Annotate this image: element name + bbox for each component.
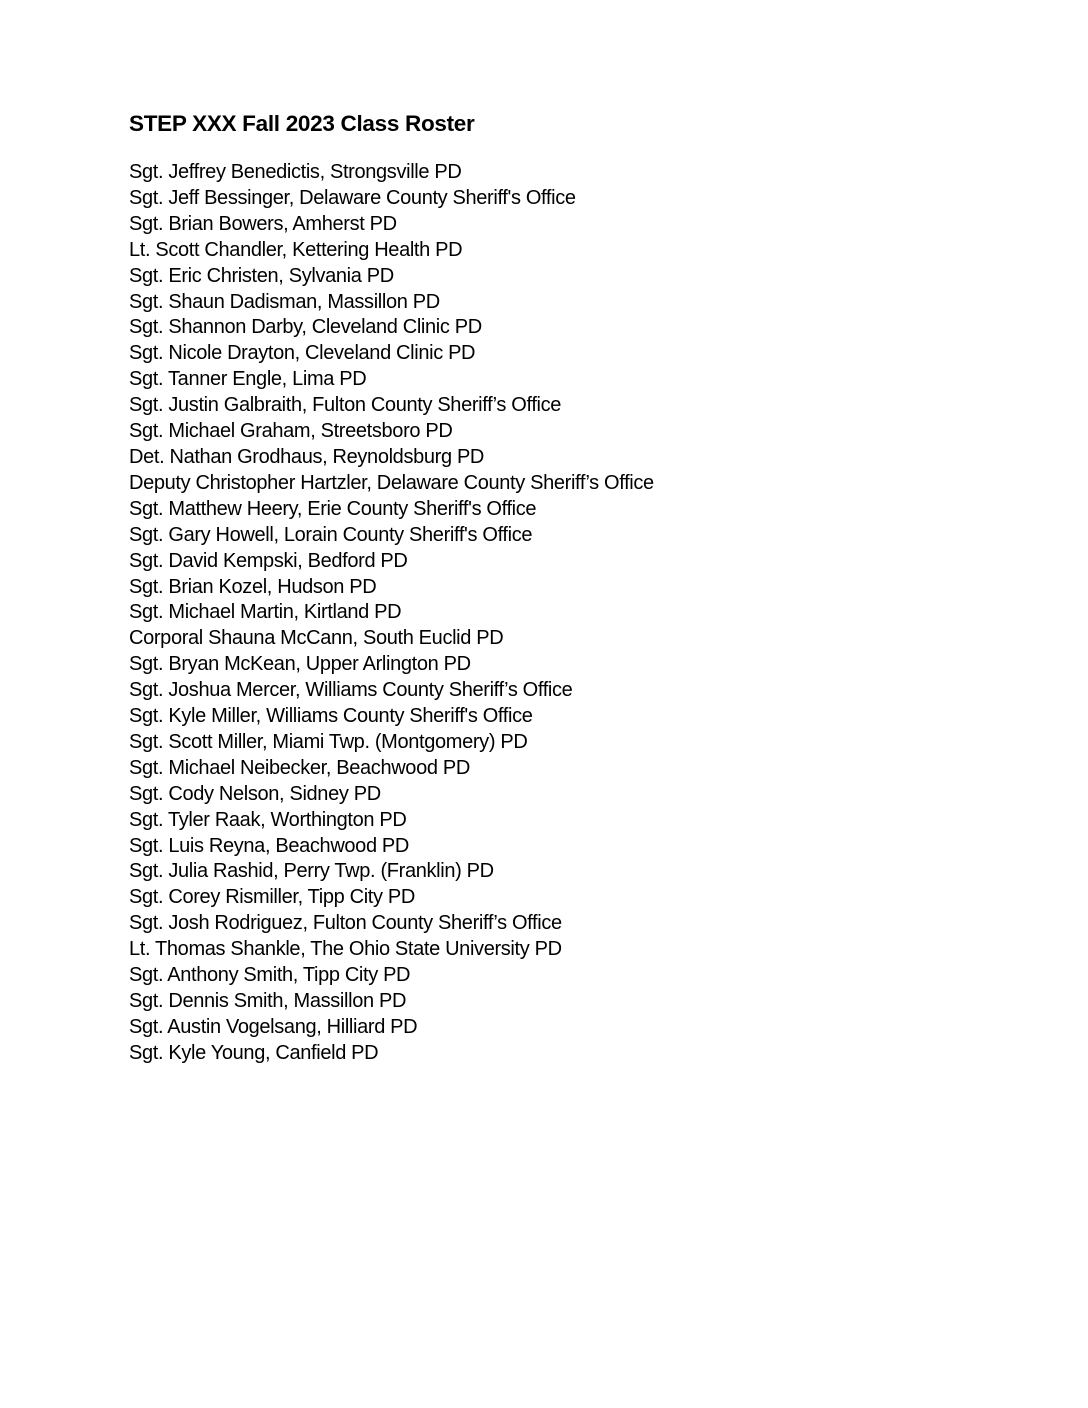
roster-line: Sgt. Brian Kozel, Hudson PD [129,575,377,598]
document-content [129,111,959,1067]
roster-line: Sgt. Tyler Raak, Worthington PD [129,808,407,831]
roster-line: Corporal Shauna McCann, South Euclid PD [129,627,504,650]
roster-line: Sgt. David Kempski, Bedford PD [129,549,408,572]
roster-line: Sgt. Michael Graham, Streetsboro PD [129,420,453,443]
roster-line: Sgt. Justin Galbraith, Fulton County Sheriff’s Office [129,394,562,417]
roster-line: Sgt. Austin Vogelsang, Hilliard PD [129,1015,418,1038]
roster-line: Sgt. Bryan McKean, Upper Arlington PD [129,653,471,676]
roster-line: Sgt. Tanner Engle, Lima PD [129,368,367,391]
roster-line: Sgt. Michael Martin, Kirtland PD [129,601,402,624]
roster-line: Sgt. Corey Rismiller, Tipp City PD [129,886,415,909]
roster-line: Sgt. Nicole Drayton, Cleveland Clinic PD [129,342,476,365]
roster-line: Sgt. Jeff Bessinger, Delaware County Sheriff's Office [129,186,576,209]
roster-line: Sgt. Kyle Miller, Williams County Sheriff's Office [129,705,533,728]
roster-line: Sgt. Cody Nelson, Sidney PD [129,782,381,805]
roster-line: Sgt. Eric Christen, Sylvania PD [129,264,394,287]
roster-line: Sgt. Gary Howell, Lorain County Sheriff's Office [129,523,533,546]
roster-line: Deputy Christopher Hartzler, Delaware County Sheriff’s Office [129,471,654,494]
roster-line: Sgt. Michael Neibecker, Beachwood PD [129,756,470,779]
roster-line: Sgt. Kyle Young, Canfield PD [129,1041,379,1064]
roster-line: Det. Nathan Grodhaus, Reynoldsburg PD [129,445,485,468]
roster-line: Sgt. Jeffrey Benedictis, Strongsville PD [129,161,462,183]
roster-line: Sgt. Joshua Mercer, Williams County Sheriff’s Office [129,679,573,702]
roster-line: Lt. Thomas Shankle, The Ohio State University PD [129,938,562,961]
roster-line: Sgt. Matthew Heery, Erie County Sheriff's Office [129,497,537,520]
roster-list [129,160,959,1067]
roster-line: Sgt. Shannon Darby, Cleveland Clinic PD [129,316,482,339]
roster-line: Lt. Scott Chandler, Kettering Health PD [129,238,463,261]
roster-line: Sgt. Josh Rodriguez, Fulton County Sheriff’s Office [129,912,562,935]
roster-line: Sgt. Julia Rashid, Perry Twp. (Franklin) PD [129,860,494,883]
roster-line: Sgt. Luis Reyna, Beachwood PD [129,834,410,857]
roster-line: Sgt. Shaun Dadisman, Massillon PD [129,290,440,313]
roster-line: Sgt. Anthony Smith, Tipp City PD [129,964,411,987]
roster-line: Sgt. Brian Bowers, Amherst PD [129,212,397,235]
roster-line: Sgt. Dennis Smith, Massillon PD [129,990,407,1012]
page-title: STEP XXX Fall 2023 Class Roster [129,111,475,136]
roster-line: Sgt. Scott Miller, Miami Twp. (Montgomery) PD [129,730,528,753]
